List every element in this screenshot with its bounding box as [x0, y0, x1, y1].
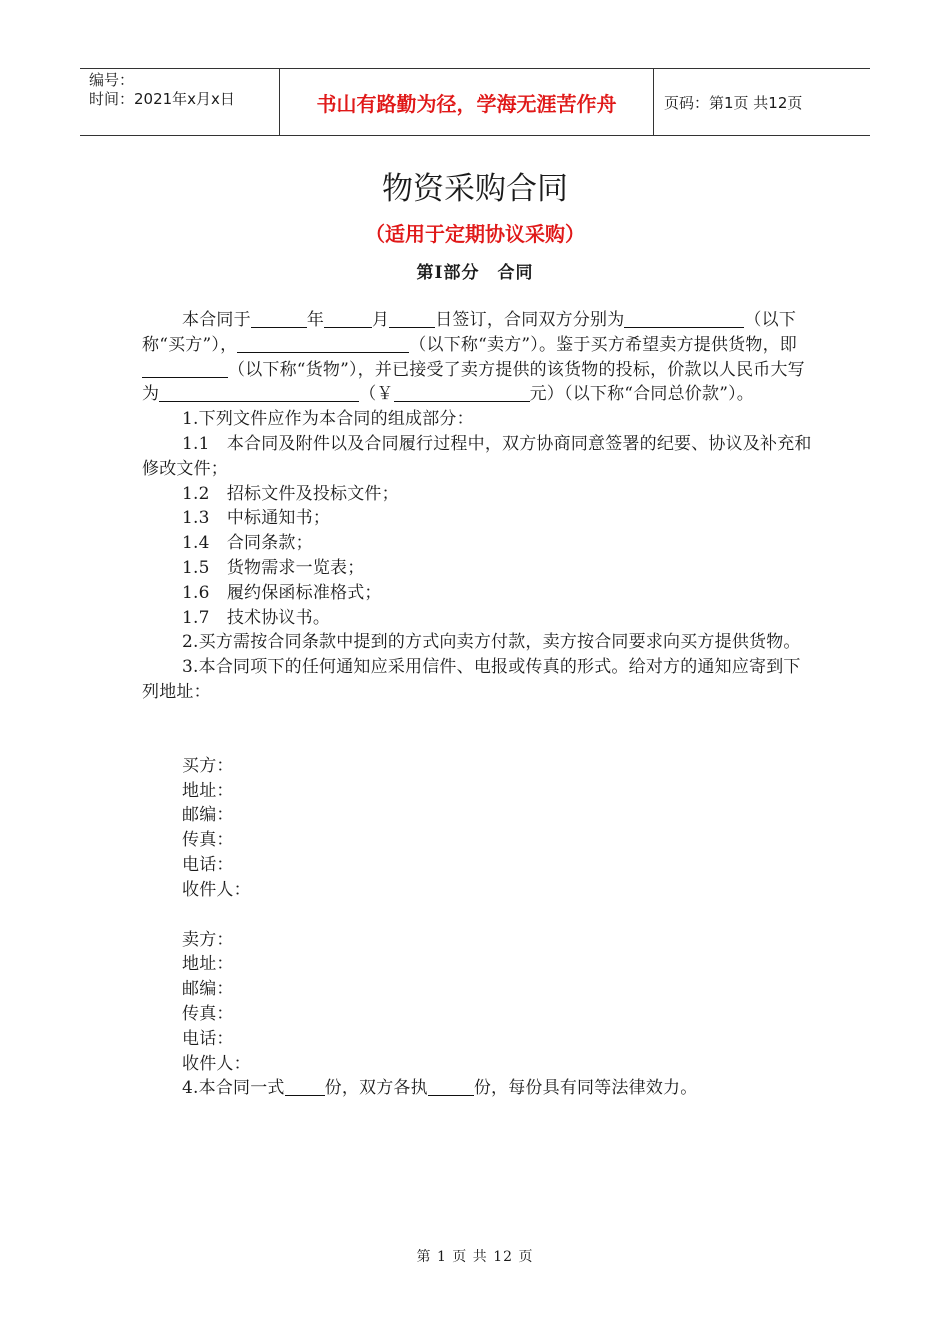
buyer-recipient-label: 收件人： — [182, 879, 251, 900]
buyer-phone-label: 电话： — [182, 854, 234, 875]
clause-4-text: 份，每份具有同等法律效力。 — [473, 1078, 698, 1099]
intro-text: 月 — [372, 310, 390, 330]
document-body — [142, 308, 812, 1101]
intro-text: （以下称“买方”）， — [142, 310, 797, 355]
blank-buyer-name[interactable] — [624, 308, 744, 328]
clause-item: 1.2 招标文件及投标文件； — [182, 483, 399, 504]
part-heading: 第Ⅰ部分 合同 — [416, 263, 534, 283]
blank-month[interactable] — [324, 308, 372, 328]
seller-label: 卖方： — [182, 929, 234, 950]
blank-copies-each[interactable] — [428, 1076, 474, 1096]
seller-recipient-label: 收件人： — [182, 1053, 251, 1074]
time-label: 时间：2021年x月x日 — [89, 90, 235, 108]
buyer-label: 买方： — [182, 755, 234, 776]
intro-text: 本合同于 — [182, 310, 251, 330]
header-left-cell — [80, 69, 280, 135]
intro-text: （￥ — [359, 384, 394, 405]
clause-4 — [142, 1076, 812, 1101]
intro-text: （以下称“货物”），并已接受了卖方提供的该货物的投标，价款以人民币大写为 — [142, 359, 805, 405]
seller-address-label: 地址： — [182, 954, 234, 975]
clause-4-text: 份，双方各执 — [324, 1078, 428, 1099]
intro-text: 元）（以下称“合同总价款”）。 — [529, 384, 754, 405]
clause-item: 1.1 本合同及附件以及合同履行过程中，双方协商同意签署的纪要、协议及补充和修改文件； — [142, 433, 812, 479]
buyer-contact-block — [142, 754, 812, 903]
blank-price-number[interactable] — [394, 382, 530, 402]
seller-contact-block — [142, 928, 812, 1077]
intro-text: 年 — [306, 310, 325, 330]
blank-day[interactable] — [389, 308, 435, 328]
clause-1-title: 1.下列文件应作为本合同的组成部分： — [182, 409, 474, 430]
clause-item: 1.5 货物需求一览表； — [182, 557, 365, 578]
seller-postcode-label: 邮编： — [182, 979, 234, 1000]
clause-2: 2.买方需按合同条款中提到的方式向卖方付款，卖方按合同要求向买方提供货物。 — [182, 632, 801, 653]
blank-seller-name[interactable] — [237, 333, 409, 353]
blank-copies[interactable] — [285, 1076, 325, 1096]
document-subtitle: （适用于定期协议采购） — [365, 222, 585, 246]
buyer-postcode-label: 邮编： — [182, 805, 234, 826]
seller-phone-label: 电话： — [182, 1028, 234, 1049]
motto: 书山有路勤为径，学海无涯苦作舟 — [280, 69, 654, 135]
buyer-address-label: 地址： — [182, 780, 234, 801]
blank-price-words[interactable] — [159, 382, 359, 402]
page-info: 页码：第1页 共12页 — [664, 93, 803, 112]
header-table — [80, 68, 870, 136]
intro-text: （以下称“卖方”）。鉴于买方希望卖方提供货物，即 — [409, 334, 797, 355]
clause-item: 1.7 技术协议书。 — [182, 607, 331, 628]
clause-item: 1.6 履约保函标准格式； — [182, 582, 382, 603]
page-footer: 第 1 页 共 12 页 — [416, 1249, 534, 1265]
clause-3: 3.本合同项下的任何通知应采用信件、电报或传真的形式。给对方的通知应寄到下列地址： — [142, 657, 801, 702]
intro-text: 日签订，合同双方分别为 — [435, 310, 625, 330]
seller-fax-label: 传真： — [182, 1003, 234, 1024]
spacer — [142, 705, 812, 754]
clause-item: 1.4 合同条款； — [182, 533, 313, 554]
intro-paragraph — [142, 308, 812, 407]
blank-year[interactable] — [251, 308, 307, 328]
number-label: 编号： — [89, 71, 135, 89]
spacer — [142, 903, 812, 928]
document-title: 物资采购合同 — [382, 171, 568, 207]
clause-4-text: 4.本合同一式 — [182, 1078, 285, 1099]
clause-item: 1.3 中标通知书； — [182, 508, 331, 529]
blank-goods[interactable] — [142, 358, 228, 378]
buyer-fax-label: 传真： — [182, 830, 234, 851]
